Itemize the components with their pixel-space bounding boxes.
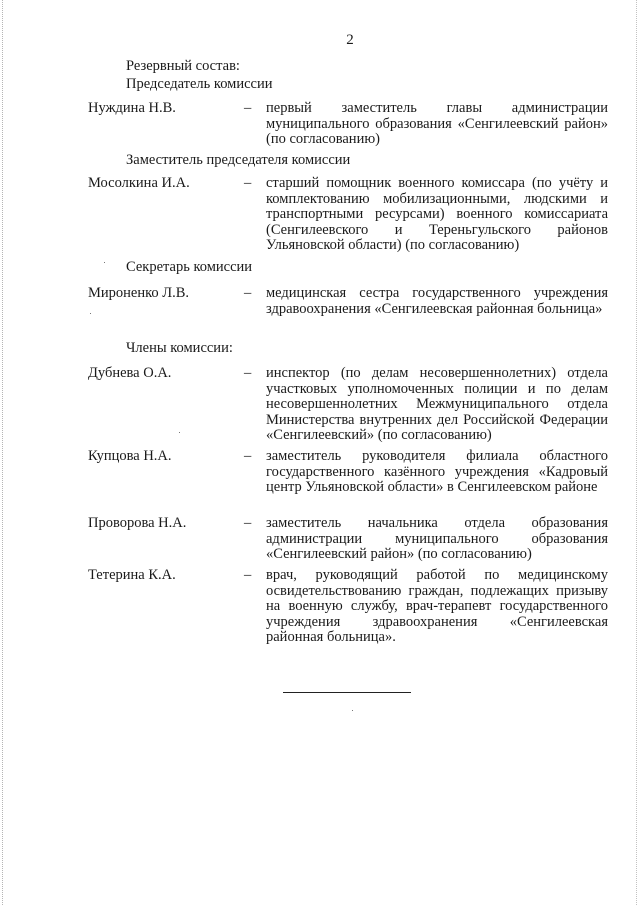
scan-speck [179, 432, 180, 433]
dash-separator: – [244, 365, 252, 381]
commission-entry-deputy [88, 176, 608, 254]
dash-separator: – [244, 285, 252, 301]
section-chairman-heading: Председатель комиссии [126, 76, 273, 92]
page-number: 2 [346, 32, 354, 48]
scan-speck [352, 710, 353, 711]
member-name: Проворова Н.А. [88, 515, 187, 531]
member-name: Тетерина К.А. [88, 567, 176, 583]
dash-separator: – [244, 175, 252, 191]
member-position: медицинская сестра государственного учреждения здравоохранения «Сенгилеевская районная больница» [266, 285, 608, 317]
commission-entry-member-2 [88, 449, 608, 496]
commission-entry-member-1 [88, 366, 608, 444]
dash-separator: – [244, 448, 252, 464]
member-name: Дубнева О.А. [88, 365, 172, 381]
dash-separator: – [244, 100, 252, 116]
member-name: Нуждина Н.В. [88, 100, 176, 116]
member-position: заместитель начальника отдела образования администрации муниципального образования «Сенгилеевский район» (по согласованию) [266, 515, 608, 563]
commission-entry-member-4 [88, 568, 608, 646]
commission-entry-secretary [88, 286, 608, 317]
scan-right-edge [636, 0, 637, 905]
member-position: первый заместитель главы администрации муниципального образования «Сенгилеевский район» (по согласованию) [266, 100, 608, 148]
dash-separator: – [244, 515, 252, 531]
member-name: Мосолкина И.А. [88, 175, 190, 191]
scan-speck [104, 262, 105, 263]
closing-rule [283, 692, 411, 693]
scan-left-edge [2, 0, 3, 905]
commission-entry-member-3 [88, 516, 608, 563]
member-position: старший помощник военного комиссара (по учёту и комплектованию мобилизационными, людскими и транспортными ресурсами) военного комиссариата (Сенгилеевского и Тереньгульского районов Ульяновской области) (по согласованию) [266, 175, 608, 254]
member-position: инспектор (по делам несовершеннолетних) отдела участковых уполномоченных полиции и по делам несовершеннолетних Межмуниципального отдела Министерства внутренних дел Российской Федерации «Сенгилеевский» (по согласованию) [266, 365, 608, 444]
member-name: Купцова Н.А. [88, 448, 172, 464]
reserve-composition-heading: Резервный состав: [126, 58, 240, 74]
scan-speck [90, 313, 91, 314]
member-position: заместитель руководителя филиала областного государственного казённого учреждения «Кадровый центр Ульяновской области» в Сенгилеевском районе [266, 448, 608, 496]
section-members-heading: Члены комиссии: [126, 340, 233, 356]
commission-entry-chairman [88, 101, 608, 148]
section-deputy-heading: Заместитель председателя комиссии [126, 152, 351, 168]
member-name: Мироненко Л.В. [88, 285, 190, 301]
dash-separator: – [244, 567, 252, 583]
member-position: врач, руководящий работой по медицинскому освидетельствованию граждан, подлежащих призыву на военную службу, врач-терапевт государственного учреждения здравоохранения «Сенгилеевская районная больница». [266, 567, 608, 646]
section-secretary-heading: Секретарь комиссии [126, 259, 253, 275]
